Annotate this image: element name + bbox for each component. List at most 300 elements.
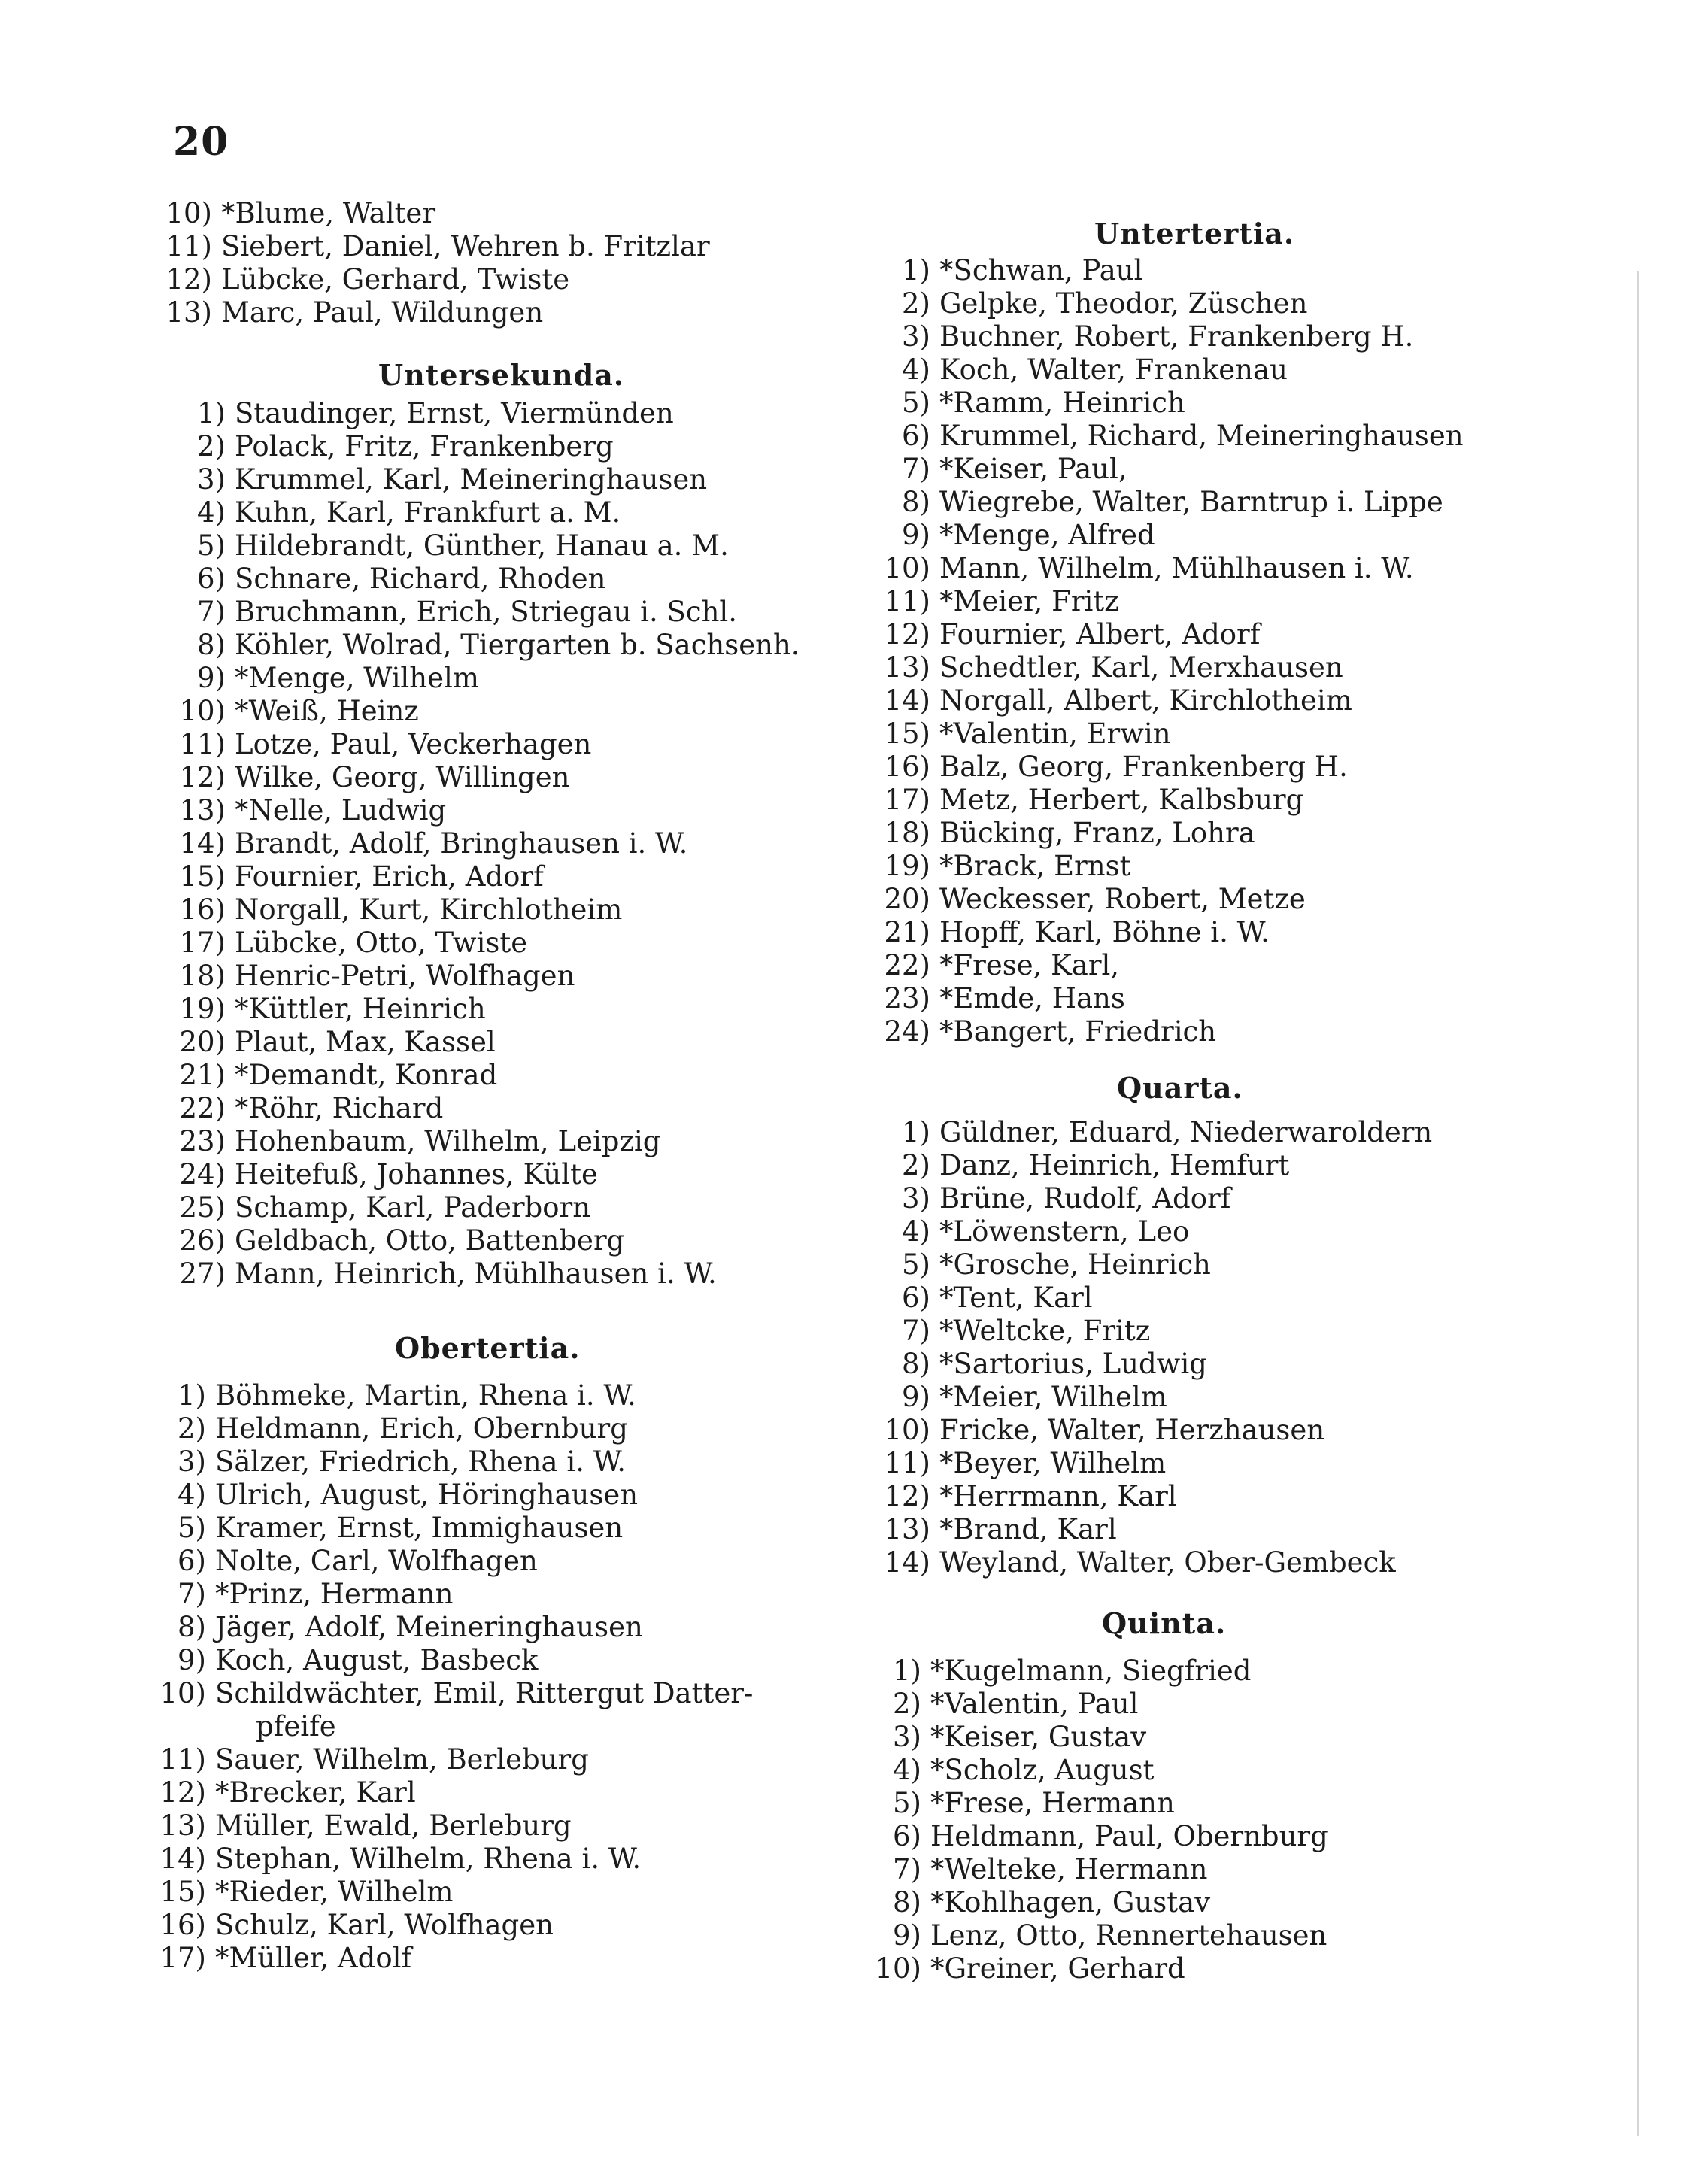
list-item bbox=[143, 263, 820, 296]
left-column bbox=[143, 197, 820, 1975]
item-name: *Demandt, Konrad bbox=[235, 1059, 498, 1091]
item-name: Brandt, Adolf, Bringhausen i. W. bbox=[235, 827, 688, 860]
list-item bbox=[156, 893, 820, 927]
item-name: *Brecker, Karl bbox=[215, 1776, 416, 1809]
item-name: Lenz, Otto, Rennertehausen bbox=[930, 1919, 1328, 1952]
list-item bbox=[137, 1611, 820, 1644]
item-number: 6) bbox=[197, 563, 226, 595]
item-number: 9) bbox=[902, 1381, 930, 1413]
list-item bbox=[137, 1479, 820, 1512]
list-item bbox=[861, 1015, 1591, 1048]
item-number: 2) bbox=[893, 1688, 921, 1720]
item-number: 13) bbox=[179, 794, 226, 827]
list-item bbox=[137, 1445, 820, 1479]
item-number: 6) bbox=[902, 1282, 930, 1314]
item-name: Koch, Walter, Frankenau bbox=[939, 353, 1288, 386]
untertertia-list bbox=[861, 254, 1591, 1048]
list-item bbox=[852, 1655, 1591, 1688]
item-number: 10) bbox=[165, 197, 212, 229]
item-number: 8) bbox=[893, 1886, 921, 1919]
item-number: 26) bbox=[179, 1224, 226, 1257]
list-item bbox=[861, 916, 1591, 949]
item-name: Köhler, Wolrad, Tiergarten b. Sachsenh. bbox=[235, 629, 800, 661]
item-number: 3) bbox=[197, 463, 226, 496]
item-name: Wilke, Georg, Willingen bbox=[235, 761, 570, 793]
item-name: *Frese, Karl, bbox=[939, 949, 1120, 981]
item-name: Buchner, Robert, Frankenberg H. bbox=[939, 320, 1414, 353]
item-number: 8) bbox=[178, 1611, 206, 1643]
list-item bbox=[861, 287, 1591, 320]
list-item bbox=[156, 596, 820, 629]
item-name: *Keiser, Gustav bbox=[930, 1721, 1147, 1753]
list-item bbox=[156, 827, 820, 860]
item-name: Hohenbaum, Wilhelm, Leipzig bbox=[235, 1125, 661, 1157]
item-number: 12) bbox=[165, 263, 212, 296]
item-name: *Blume, Walter bbox=[221, 197, 436, 229]
item-name: Schulz, Karl, Wolfhagen bbox=[215, 1909, 554, 1941]
item-number: 9) bbox=[178, 1644, 206, 1676]
item-name: *Grosche, Heinrich bbox=[939, 1248, 1211, 1281]
item-name: *Müller, Adolf bbox=[215, 1942, 412, 1974]
item-number: 11) bbox=[884, 1447, 930, 1479]
list-item bbox=[861, 585, 1591, 618]
list-item bbox=[143, 296, 820, 329]
list-item bbox=[156, 860, 820, 893]
list-item bbox=[861, 651, 1591, 684]
list-item bbox=[861, 486, 1591, 519]
list-item bbox=[156, 1257, 820, 1291]
item-name: Metz, Herbert, Kalbsburg bbox=[939, 784, 1304, 816]
item-number: 23) bbox=[179, 1125, 226, 1157]
item-number: 7) bbox=[197, 596, 226, 628]
item-name: Schedtler, Karl, Merxhausen bbox=[939, 651, 1343, 684]
item-name: Fournier, Erich, Adorf bbox=[235, 860, 544, 893]
obertertia-section bbox=[143, 1331, 820, 1975]
item-number: 17) bbox=[159, 1942, 206, 1974]
item-name: *Menge, Alfred bbox=[939, 519, 1155, 551]
list-item bbox=[861, 684, 1591, 717]
item-name: *Röhr, Richard bbox=[235, 1092, 444, 1124]
item-number: 24) bbox=[179, 1158, 226, 1191]
item-number: 23) bbox=[884, 982, 930, 1015]
list-item bbox=[861, 1381, 1591, 1414]
list-item bbox=[861, 320, 1591, 353]
list-item bbox=[137, 1843, 820, 1876]
item-number: 2) bbox=[902, 287, 930, 320]
item-name: Müller, Ewald, Berleburg bbox=[215, 1809, 572, 1842]
item-number: 17) bbox=[884, 784, 930, 816]
list-item bbox=[861, 1116, 1591, 1149]
list-item bbox=[852, 1952, 1591, 1985]
list-item bbox=[852, 1853, 1591, 1886]
item-number: 4) bbox=[893, 1754, 921, 1786]
item-number: 5) bbox=[893, 1787, 921, 1819]
quinta-list bbox=[852, 1655, 1591, 1985]
item-number: 6) bbox=[178, 1545, 206, 1577]
item-name: Schnare, Richard, Rhoden bbox=[235, 563, 606, 595]
item-number: 10) bbox=[884, 552, 930, 584]
item-number: 21) bbox=[179, 1059, 226, 1091]
item-name: *Keiser, Paul, bbox=[939, 453, 1127, 485]
section-title-quarta: Quarta. bbox=[1117, 1071, 1243, 1105]
list-item bbox=[861, 519, 1591, 552]
item-name: Krummel, Richard, Meineringhausen bbox=[939, 420, 1464, 452]
item-name-continuation: pfeife bbox=[256, 1710, 336, 1743]
item-name: Sälzer, Friedrich, Rhena i. W. bbox=[215, 1445, 627, 1478]
section-title-untersekunda: Untersekunda. bbox=[378, 358, 625, 392]
item-number: 14) bbox=[884, 1546, 930, 1579]
list-item bbox=[156, 1158, 820, 1191]
item-number: 4) bbox=[178, 1479, 206, 1511]
list-item bbox=[861, 1215, 1591, 1248]
item-number: 2) bbox=[178, 1412, 206, 1445]
quinta-section bbox=[839, 1606, 1591, 1985]
list-item bbox=[156, 397, 820, 430]
list-item bbox=[861, 1480, 1591, 1513]
item-number: 7) bbox=[893, 1853, 921, 1885]
list-item bbox=[137, 1776, 820, 1809]
item-number: 13) bbox=[884, 651, 930, 684]
list-item bbox=[156, 1224, 820, 1257]
list-item bbox=[137, 1743, 820, 1776]
item-number: 16) bbox=[159, 1909, 206, 1941]
list-item bbox=[137, 1677, 820, 1743]
item-number: 6) bbox=[893, 1820, 921, 1852]
item-name: *Prinz, Hermann bbox=[215, 1578, 454, 1610]
list-item bbox=[861, 552, 1591, 585]
list-item bbox=[156, 496, 820, 529]
item-name: Danz, Heinrich, Hemfurt bbox=[939, 1149, 1290, 1181]
list-item bbox=[861, 1546, 1591, 1579]
item-name: *Emde, Hans bbox=[939, 982, 1125, 1015]
list-item bbox=[156, 662, 820, 695]
item-name: *Bangert, Friedrich bbox=[939, 1015, 1217, 1048]
item-number: 20) bbox=[884, 883, 930, 915]
item-name: Güldner, Eduard, Niederwaroldern bbox=[939, 1116, 1433, 1148]
item-name: Gelpke, Theodor, Züschen bbox=[939, 287, 1308, 320]
item-number: 18) bbox=[179, 960, 226, 992]
item-number: 12) bbox=[884, 618, 930, 651]
item-name: Krummel, Karl, Meineringhausen bbox=[235, 463, 708, 496]
list-item bbox=[861, 387, 1591, 420]
list-item bbox=[861, 420, 1591, 453]
item-number: 5) bbox=[902, 387, 930, 419]
item-number: 4) bbox=[902, 1215, 930, 1248]
item-name: *Meier, Wilhelm bbox=[939, 1381, 1167, 1413]
item-number: 7) bbox=[178, 1578, 206, 1610]
right-column bbox=[839, 197, 1591, 1985]
item-name: Kramer, Ernst, Immighausen bbox=[215, 1512, 624, 1544]
item-name: Staudinger, Ernst, Viermünden bbox=[235, 397, 674, 429]
item-number: 2) bbox=[902, 1149, 930, 1181]
list-item bbox=[861, 1282, 1591, 1315]
item-name: *Kugelmann, Siegfried bbox=[930, 1655, 1252, 1687]
list-item bbox=[861, 1447, 1591, 1480]
item-number: 21) bbox=[884, 916, 930, 948]
list-item bbox=[137, 1876, 820, 1909]
item-name: Heldmann, Paul, Obernburg bbox=[930, 1820, 1328, 1852]
list-item bbox=[861, 784, 1591, 817]
item-number: 13) bbox=[159, 1809, 206, 1842]
right-page-edge bbox=[1637, 271, 1639, 2136]
item-name: *Schwan, Paul bbox=[939, 254, 1143, 287]
item-name: *Valentin, Erwin bbox=[939, 717, 1171, 750]
item-name: *Beyer, Wilhelm bbox=[939, 1447, 1167, 1479]
item-number: 7) bbox=[902, 1315, 930, 1347]
item-name: Sauer, Wilhelm, Berleburg bbox=[215, 1743, 589, 1776]
item-name: Polack, Fritz, Frankenberg bbox=[235, 430, 614, 463]
item-number: 15) bbox=[884, 717, 930, 750]
item-name: Koch, August, Basbeck bbox=[215, 1644, 539, 1676]
list-item bbox=[143, 230, 820, 263]
item-number: 1) bbox=[902, 254, 930, 287]
item-name: Lotze, Paul, Veckerhagen bbox=[235, 728, 592, 760]
item-number: 11) bbox=[884, 585, 930, 617]
quarta-list bbox=[861, 1116, 1591, 1579]
list-item bbox=[852, 1787, 1591, 1820]
item-number: 15) bbox=[179, 860, 226, 893]
list-item bbox=[861, 717, 1591, 751]
list-item bbox=[861, 1182, 1591, 1215]
item-number: 8) bbox=[197, 629, 226, 661]
item-name: *Valentin, Paul bbox=[930, 1688, 1139, 1720]
item-name: Ulrich, August, Höringhausen bbox=[215, 1479, 639, 1511]
item-name: Lübcke, Otto, Twiste bbox=[235, 927, 528, 959]
item-number: 19) bbox=[179, 993, 226, 1025]
item-number: 15) bbox=[159, 1876, 206, 1908]
item-number: 14) bbox=[159, 1843, 206, 1875]
untertertia-section bbox=[839, 217, 1591, 1048]
list-item bbox=[156, 794, 820, 827]
item-name: Balz, Georg, Frankenberg H. bbox=[939, 751, 1348, 783]
list-item bbox=[861, 1149, 1591, 1182]
item-name: Weckesser, Robert, Metze bbox=[939, 883, 1306, 915]
list-item bbox=[861, 353, 1591, 387]
list-item bbox=[861, 982, 1591, 1015]
item-number: 11) bbox=[165, 230, 212, 262]
item-name: Schamp, Karl, Paderborn bbox=[235, 1191, 591, 1224]
item-name: Marc, Paul, Wildungen bbox=[221, 296, 544, 329]
list-item bbox=[861, 817, 1591, 850]
item-number: 5) bbox=[178, 1512, 206, 1544]
item-name: Hopff, Karl, Böhne i. W. bbox=[939, 916, 1270, 948]
item-number: 6) bbox=[902, 420, 930, 452]
section-title-quinta: Quinta. bbox=[1102, 1606, 1227, 1640]
section-title-untertertia: Untertertia. bbox=[1094, 217, 1295, 250]
item-number: 9) bbox=[902, 519, 930, 551]
list-item bbox=[137, 1942, 820, 1975]
item-number: 11) bbox=[159, 1743, 206, 1776]
item-number: 12) bbox=[159, 1776, 206, 1809]
item-number: 7) bbox=[902, 453, 930, 485]
item-name: Bruchmann, Erich, Striegau i. Schl. bbox=[235, 596, 738, 628]
item-number: 9) bbox=[197, 662, 226, 694]
item-name: *Löwenstern, Leo bbox=[939, 1215, 1190, 1248]
item-number: 27) bbox=[179, 1257, 226, 1290]
item-name: *Scholz, August bbox=[930, 1754, 1155, 1786]
item-name: *Kohlhagen, Gustav bbox=[930, 1886, 1211, 1919]
list-item bbox=[156, 960, 820, 993]
item-number: 8) bbox=[902, 1348, 930, 1380]
list-item bbox=[861, 618, 1591, 651]
list-item bbox=[852, 1919, 1591, 1952]
list-item bbox=[861, 1513, 1591, 1546]
item-name: Brüne, Rudolf, Adorf bbox=[939, 1182, 1231, 1215]
item-number: 1) bbox=[902, 1116, 930, 1148]
list-item bbox=[156, 927, 820, 960]
list-item bbox=[861, 1348, 1591, 1381]
page-number: 20 bbox=[173, 119, 229, 165]
obertertia-list bbox=[137, 1379, 820, 1975]
list-item bbox=[852, 1754, 1591, 1787]
item-number: 4) bbox=[197, 496, 226, 529]
continuation-list bbox=[143, 197, 820, 329]
item-name: Jäger, Adolf, Meineringhausen bbox=[215, 1611, 643, 1643]
item-name: *Frese, Hermann bbox=[930, 1787, 1175, 1819]
item-number: 3) bbox=[893, 1721, 921, 1753]
list-item bbox=[156, 1191, 820, 1224]
list-item bbox=[156, 529, 820, 563]
item-name: Mann, Heinrich, Mühlhausen i. W. bbox=[235, 1257, 717, 1290]
list-item bbox=[861, 850, 1591, 883]
item-number: 17) bbox=[179, 927, 226, 959]
item-number: 12) bbox=[179, 761, 226, 793]
item-name: *Ramm, Heinrich bbox=[939, 387, 1185, 419]
list-item bbox=[861, 1414, 1591, 1447]
item-name: *Menge, Wilhelm bbox=[235, 662, 479, 694]
item-number: 5) bbox=[902, 1248, 930, 1281]
item-name: Bücking, Franz, Lohra bbox=[939, 817, 1255, 849]
list-item bbox=[156, 761, 820, 794]
item-number: 16) bbox=[179, 893, 226, 926]
item-name: Fricke, Walter, Herzhausen bbox=[939, 1414, 1325, 1446]
item-number: 10) bbox=[875, 1952, 921, 1985]
list-item bbox=[852, 1721, 1591, 1754]
item-number: 18) bbox=[884, 817, 930, 849]
list-item bbox=[143, 197, 820, 230]
list-item bbox=[861, 751, 1591, 784]
item-number: 12) bbox=[884, 1480, 930, 1512]
untersekunda-section bbox=[143, 358, 820, 1291]
item-name: *Tent, Karl bbox=[939, 1282, 1093, 1314]
item-name: Norgall, Albert, Kirchlotheim bbox=[939, 684, 1352, 717]
item-name: *Herrmann, Karl bbox=[939, 1480, 1177, 1512]
item-name: *Meier, Fritz bbox=[939, 585, 1119, 617]
item-number: 25) bbox=[179, 1191, 226, 1224]
item-number: 16) bbox=[884, 751, 930, 783]
item-number: 13) bbox=[884, 1513, 930, 1545]
list-item bbox=[137, 1909, 820, 1942]
item-number: 24) bbox=[884, 1015, 930, 1048]
list-item bbox=[156, 463, 820, 496]
item-name: Siebert, Daniel, Wehren b. Fritzlar bbox=[221, 230, 710, 262]
item-name: Böhmeke, Martin, Rhena i. W. bbox=[215, 1379, 636, 1412]
item-name: Weyland, Walter, Ober-Gembeck bbox=[939, 1546, 1396, 1579]
list-item bbox=[156, 1092, 820, 1125]
list-item bbox=[861, 1315, 1591, 1348]
item-name: Heldmann, Erich, Obernburg bbox=[215, 1412, 628, 1445]
item-name: *Weiß, Heinz bbox=[235, 695, 419, 727]
item-name: Heitefuß, Johannes, Külte bbox=[235, 1158, 598, 1191]
item-name: Wiegrebe, Walter, Barntrup i. Lippe bbox=[939, 486, 1443, 518]
list-item bbox=[861, 254, 1591, 287]
list-item bbox=[156, 629, 820, 662]
list-item bbox=[861, 1248, 1591, 1282]
list-item bbox=[852, 1688, 1591, 1721]
item-number: 14) bbox=[884, 684, 930, 717]
list-item bbox=[137, 1412, 820, 1445]
list-item bbox=[156, 695, 820, 728]
item-number: 10) bbox=[179, 695, 226, 727]
item-number: 14) bbox=[179, 827, 226, 860]
list-item bbox=[137, 1545, 820, 1578]
list-item bbox=[852, 1820, 1591, 1853]
item-name: *Weltcke, Fritz bbox=[939, 1315, 1151, 1347]
section-title-obertertia: Obertertia. bbox=[395, 1331, 581, 1365]
item-name: *Nelle, Ludwig bbox=[235, 794, 447, 827]
item-number: 9) bbox=[893, 1919, 921, 1952]
item-number: 20) bbox=[179, 1026, 226, 1058]
item-name: *Sartorius, Ludwig bbox=[939, 1348, 1207, 1380]
list-item bbox=[137, 1578, 820, 1611]
list-item bbox=[156, 1026, 820, 1059]
item-name: *Küttler, Heinrich bbox=[235, 993, 486, 1025]
item-name: Nolte, Carl, Wolfhagen bbox=[215, 1545, 538, 1577]
list-item bbox=[137, 1379, 820, 1412]
list-item bbox=[137, 1809, 820, 1843]
item-name: Lübcke, Gerhard, Twiste bbox=[221, 263, 570, 296]
list-item bbox=[156, 993, 820, 1026]
item-number: 10) bbox=[159, 1677, 206, 1709]
item-number: 19) bbox=[884, 850, 930, 882]
list-item bbox=[156, 1059, 820, 1092]
item-number: 22) bbox=[884, 949, 930, 981]
item-name: *Rieder, Wilhelm bbox=[215, 1876, 454, 1908]
item-number: 8) bbox=[902, 486, 930, 518]
list-item bbox=[861, 883, 1591, 916]
list-item bbox=[137, 1512, 820, 1545]
list-item bbox=[156, 728, 820, 761]
item-name: Hildebrandt, Günther, Hanau a. M. bbox=[235, 529, 729, 562]
item-number: 22) bbox=[179, 1092, 226, 1124]
item-name: Schildwächter, Emil, Rittergut Datter- bbox=[215, 1677, 754, 1709]
item-number: 1) bbox=[178, 1379, 206, 1412]
item-number: 13) bbox=[165, 296, 212, 329]
item-number: 11) bbox=[179, 728, 226, 760]
list-item bbox=[861, 949, 1591, 982]
item-number: 3) bbox=[178, 1445, 206, 1478]
item-number: 4) bbox=[902, 353, 930, 386]
list-item bbox=[852, 1886, 1591, 1919]
item-number: 2) bbox=[197, 430, 226, 463]
item-name: Henric-Petri, Wolfhagen bbox=[235, 960, 575, 992]
quarta-section bbox=[839, 1071, 1591, 1579]
item-number: 5) bbox=[197, 529, 226, 562]
item-name: Norgall, Kurt, Kirchlotheim bbox=[235, 893, 623, 926]
list-item bbox=[156, 563, 820, 596]
list-item bbox=[137, 1644, 820, 1677]
item-name: Plaut, Max, Kassel bbox=[235, 1026, 496, 1058]
item-name: *Greiner, Gerhard bbox=[930, 1952, 1185, 1985]
item-name: Mann, Wilhelm, Mühlhausen i. W. bbox=[939, 552, 1414, 584]
item-number: 3) bbox=[902, 1182, 930, 1215]
item-name: Kuhn, Karl, Frankfurt a. M. bbox=[235, 496, 621, 529]
item-name: Geldbach, Otto, Battenberg bbox=[235, 1224, 625, 1257]
item-name: *Welteke, Hermann bbox=[930, 1853, 1208, 1885]
item-number: 1) bbox=[197, 397, 226, 429]
list-item bbox=[156, 1125, 820, 1158]
list-item bbox=[156, 430, 820, 463]
